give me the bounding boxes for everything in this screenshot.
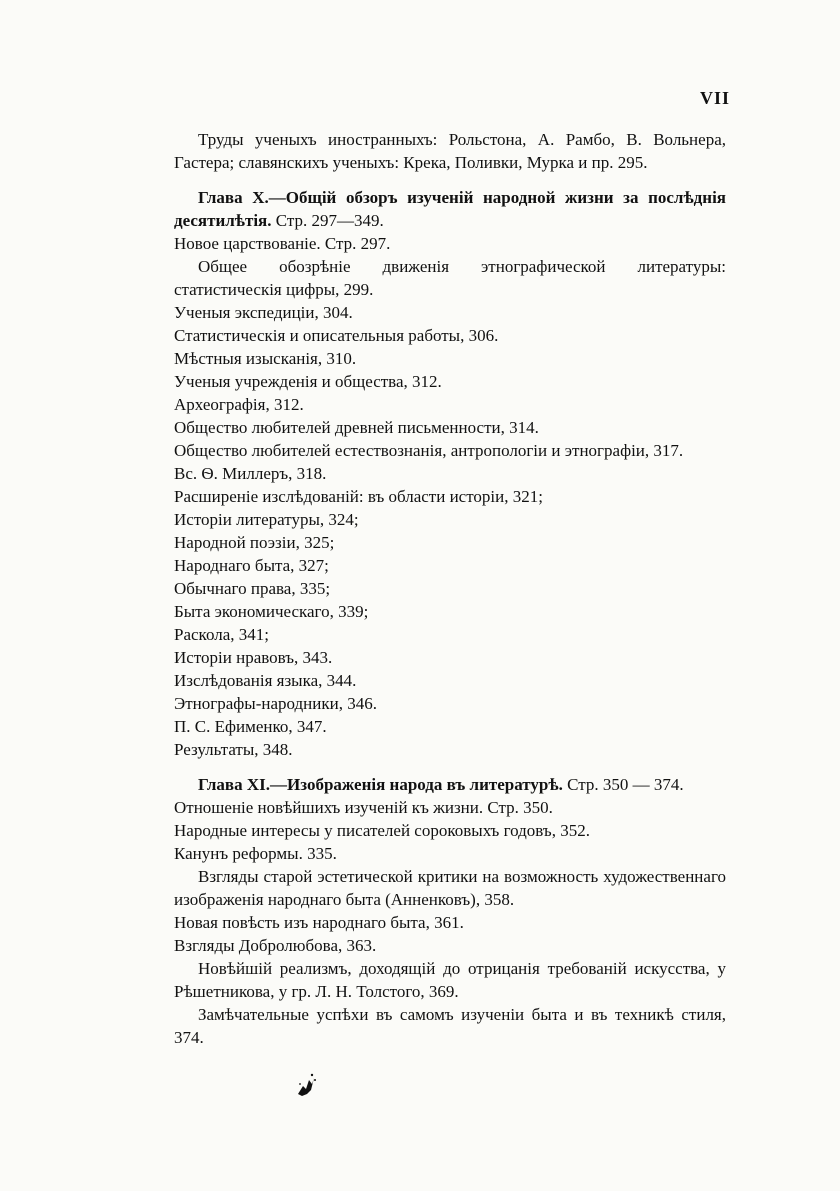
chapter-xi-item: Отношеніе новѣйшихъ изученій къ жизни. Стр. 350. <box>174 798 553 817</box>
chapter-x-item: Вс. Ѳ. Миллеръ, 318. <box>174 464 327 483</box>
chapter-x-item: Мѣстныя изысканія, 310. <box>174 349 357 368</box>
chapter-x-item: Этнографы-народники, 346. <box>174 694 377 713</box>
chapter-x-item: Общество любителей древней письменности, 314. <box>174 418 539 437</box>
ink-blot-ornament <box>294 1072 318 1098</box>
chapter-x-item: Расширеніе изслѣдованій: въ области исторіи, 321; <box>174 487 543 506</box>
chapter-x-item: Ученыя экспедиціи, 304. <box>174 303 353 322</box>
chapter-xi-item: Народные интересы у писателей сороковыхъ годовъ, 352. <box>174 821 590 840</box>
chapter-xi-heading <box>174 773 726 796</box>
page-number: VII <box>700 88 731 108</box>
chapter-x-item: Изслѣдованія языка, 344. <box>174 671 357 690</box>
chapter-x-item: Статистическія и описательныя работы, 306. <box>174 326 499 345</box>
chapter-x-heading <box>174 186 726 232</box>
chapter-xi-item: Взгляды Добролюбова, 363. <box>174 936 377 955</box>
table-of-contents <box>174 128 726 1049</box>
intro-paragraph: Труды ученыхъ иностранныхъ: Рольстона, А. Рамбо, В. Вольнера, Гастера; славянскихъ ученыхъ: Крека, Поливки, Мурка и пр. 295. <box>174 130 726 172</box>
chapter-xi-item: Новая повѣсть изъ народнаго быта, 361. <box>174 913 464 932</box>
chapter-x-pages: Стр. 297—349. <box>271 211 384 230</box>
chapter-xi-pages: Стр. 350 — 374. <box>562 775 684 794</box>
chapter-x-title: Глава X.—Общій обзоръ изученій народной жизни за послѣднія десятилѣтія. <box>174 188 726 230</box>
chapter-xi-item: Замѣчательные успѣхи въ самомъ изученіи быта и въ техникѣ стиля, 374. <box>174 1005 726 1047</box>
chapter-x-item: Обычнаго права, 335; <box>174 579 331 598</box>
chapter-x-item: Народной поэзіи, 325; <box>174 533 335 552</box>
chapter-x-item: Общество любителей естествознанія, антропологіи и этнографіи, 317. <box>174 441 684 460</box>
chapter-x-item: Исторіи нравовъ, 343. <box>174 648 333 667</box>
chapter-x-item: Народнаго быта, 327; <box>174 556 329 575</box>
chapter-xi-item: Взгляды старой эстетической критики на возможность художественнаго изображенія народнаго быта (Анненковъ), 358. <box>174 867 726 909</box>
chapter-x-item: Археографія, 312. <box>174 395 304 414</box>
chapter-x-item: Новое царствованіе. Стр. 297. <box>174 234 391 253</box>
chapter-x-item: Исторіи литературы, 324; <box>174 510 359 529</box>
chapter-xi-item: Новѣйшій реализмъ, доходящій до отрицанія требованій искусства, у Рѣшетникова, у гр. Л. Н. Толстого, 369. <box>174 959 726 1001</box>
chapter-xi-title: Глава XI.—Изображенія народа въ литературѣ. <box>198 775 563 794</box>
chapter-x-item: Результаты, 348. <box>174 740 293 759</box>
chapter-x-item: Раскола, 341; <box>174 625 269 644</box>
chapter-x-item: Быта экономическаго, 339; <box>174 602 369 621</box>
chapter-x-item: П. С. Ефименко, 347. <box>174 717 327 736</box>
chapter-x-item: Общее обозрѣніе движенія этнографической литературы: статистическія цифры, 299. <box>174 257 726 299</box>
chapter-xi-item: Канунъ реформы. 335. <box>174 844 337 863</box>
chapter-x-item: Ученыя учрежденія и общества, 312. <box>174 372 442 391</box>
